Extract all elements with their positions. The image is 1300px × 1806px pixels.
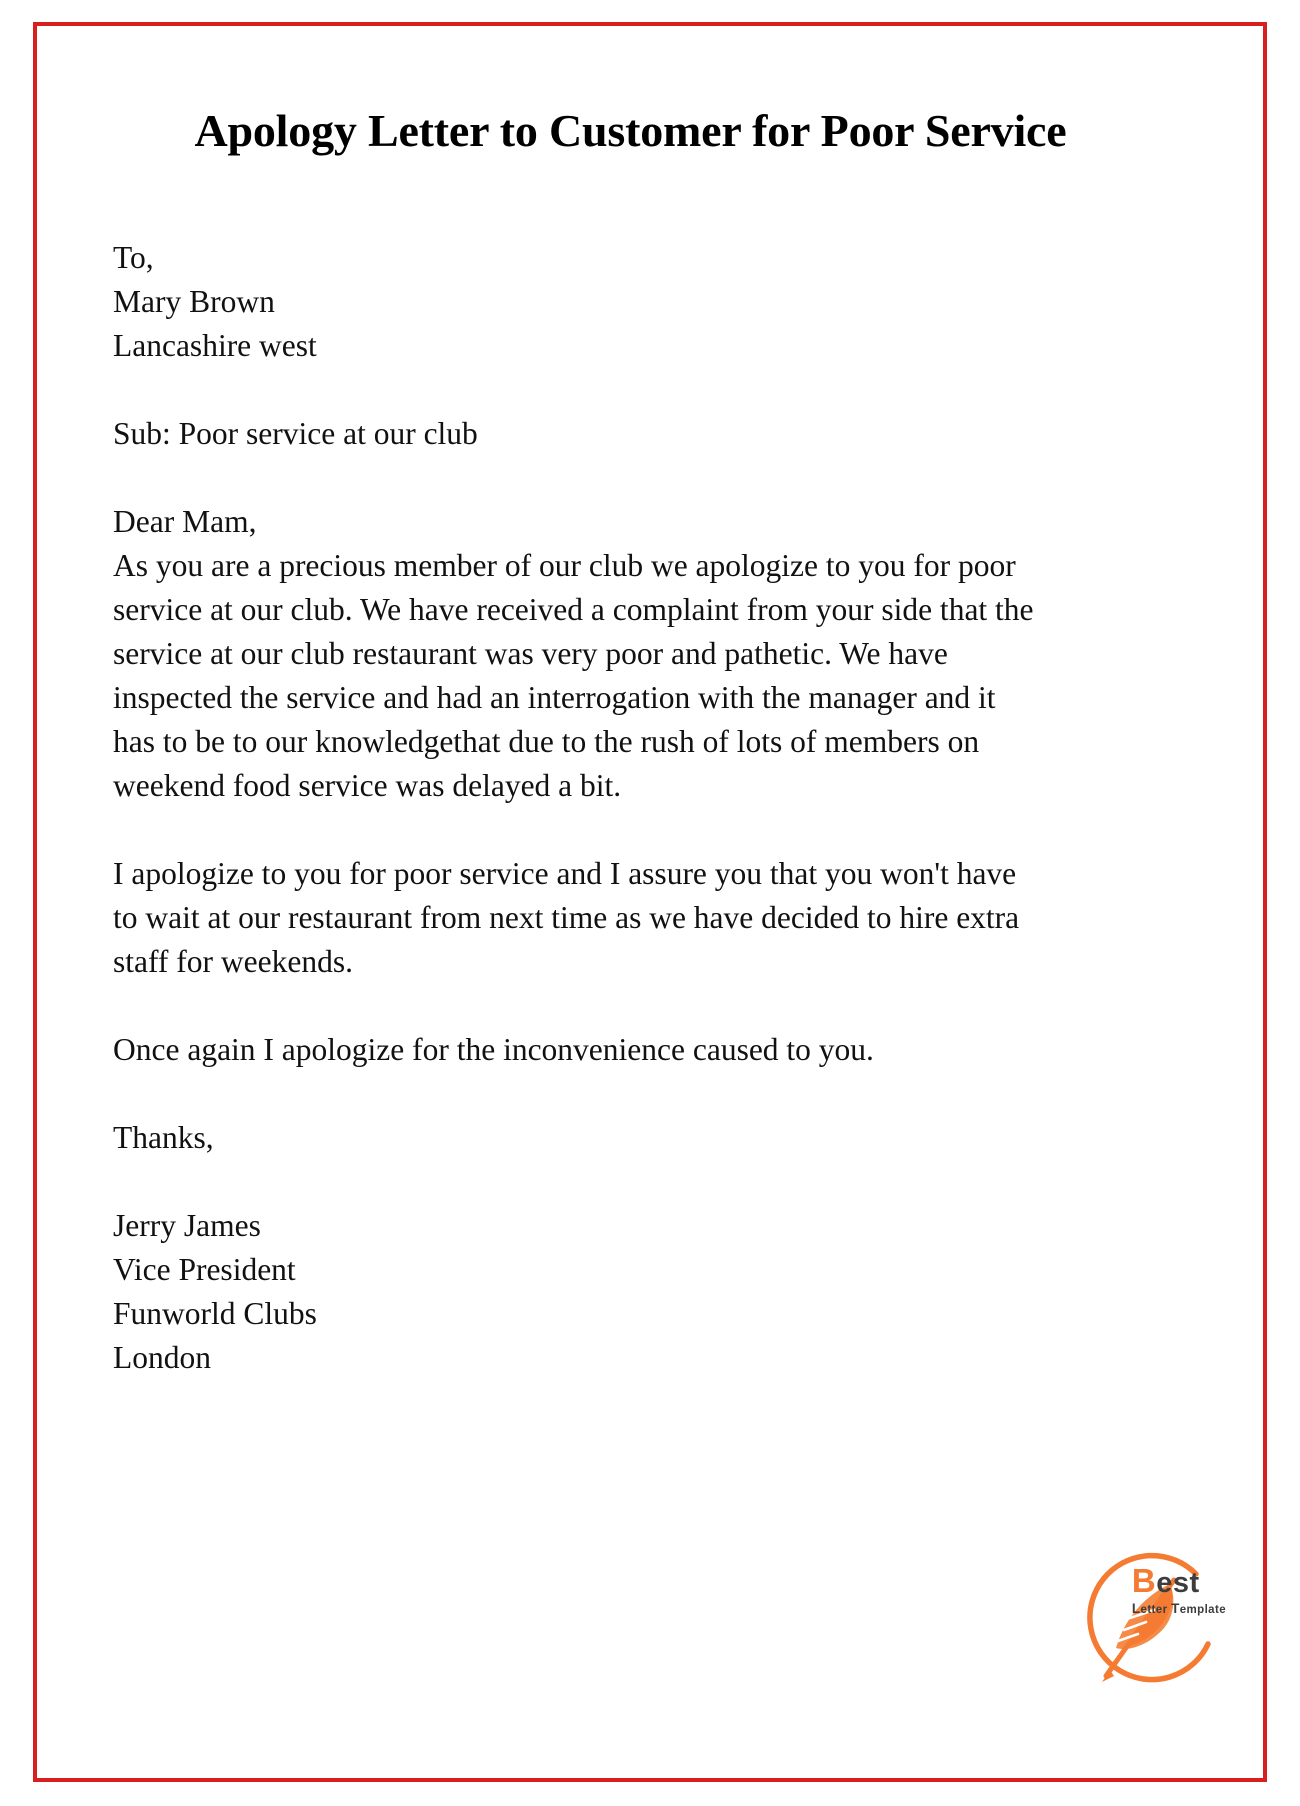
recipient-name: Mary Brown (113, 283, 275, 319)
letter-body (113, 236, 1148, 1380)
brand-name (1132, 1564, 1226, 1598)
spacer-after-address (113, 368, 1148, 412)
brand-logo (1058, 1548, 1228, 1718)
body-paragraph-1: As you are a precious member of our club we apologize to you for poor service at our club. We have received a complaint from your side that the service at our club restaurant was very poor and pathetic. We have inspected the service and had an interrogation with the manager and it has to be to our knowledgethat due to the rush of lots of members on weekend food service was delayed a bit. (113, 547, 1034, 803)
greeting-line: Dear Mam, (113, 503, 257, 539)
tagline-letter-initial: L (1131, 1601, 1141, 1616)
brand-wordmark (1132, 1564, 1226, 1617)
tagline-letter-rest: etter (1140, 1604, 1168, 1616)
recipient-to-label: To, (113, 239, 154, 275)
page-title: Apology Letter to Customer for Poor Service (194, 105, 1067, 156)
signature-city: London (113, 1339, 211, 1375)
signature-name: Jerry James (113, 1207, 261, 1243)
signature-designation: Vice President (113, 1251, 296, 1287)
spacer-after-paragraph-3 (113, 1072, 1148, 1116)
spacer-after-paragraph-1 (113, 808, 1148, 852)
body-paragraph-2: I apologize to you for poor service and I assure you that you won't have to wait at our restaurant from next time as we have decided to hire extra staff for weekends. (113, 855, 1020, 979)
brand-tagline (1132, 1602, 1226, 1617)
brand-initial: B (1131, 1562, 1157, 1599)
spacer-after-paragraph-2 (113, 984, 1148, 1028)
tagline-template-initial: T (1171, 1601, 1180, 1616)
brand-name-rest: est (1156, 1567, 1200, 1599)
closing-line: Thanks, (113, 1119, 214, 1155)
body-paragraph-3: Once again I apologize for the inconvenience caused to you. (113, 1031, 874, 1067)
letter-content (113, 105, 1148, 1380)
spacer-after-closing (113, 1160, 1148, 1204)
spacer-after-subject (113, 456, 1148, 500)
subject-line: Sub: Poor service at our club (113, 415, 478, 451)
recipient-address: Lancashire west (113, 327, 317, 363)
signature-company: Funworld Clubs (113, 1295, 317, 1331)
tagline-template-rest: emplate (1179, 1604, 1226, 1616)
